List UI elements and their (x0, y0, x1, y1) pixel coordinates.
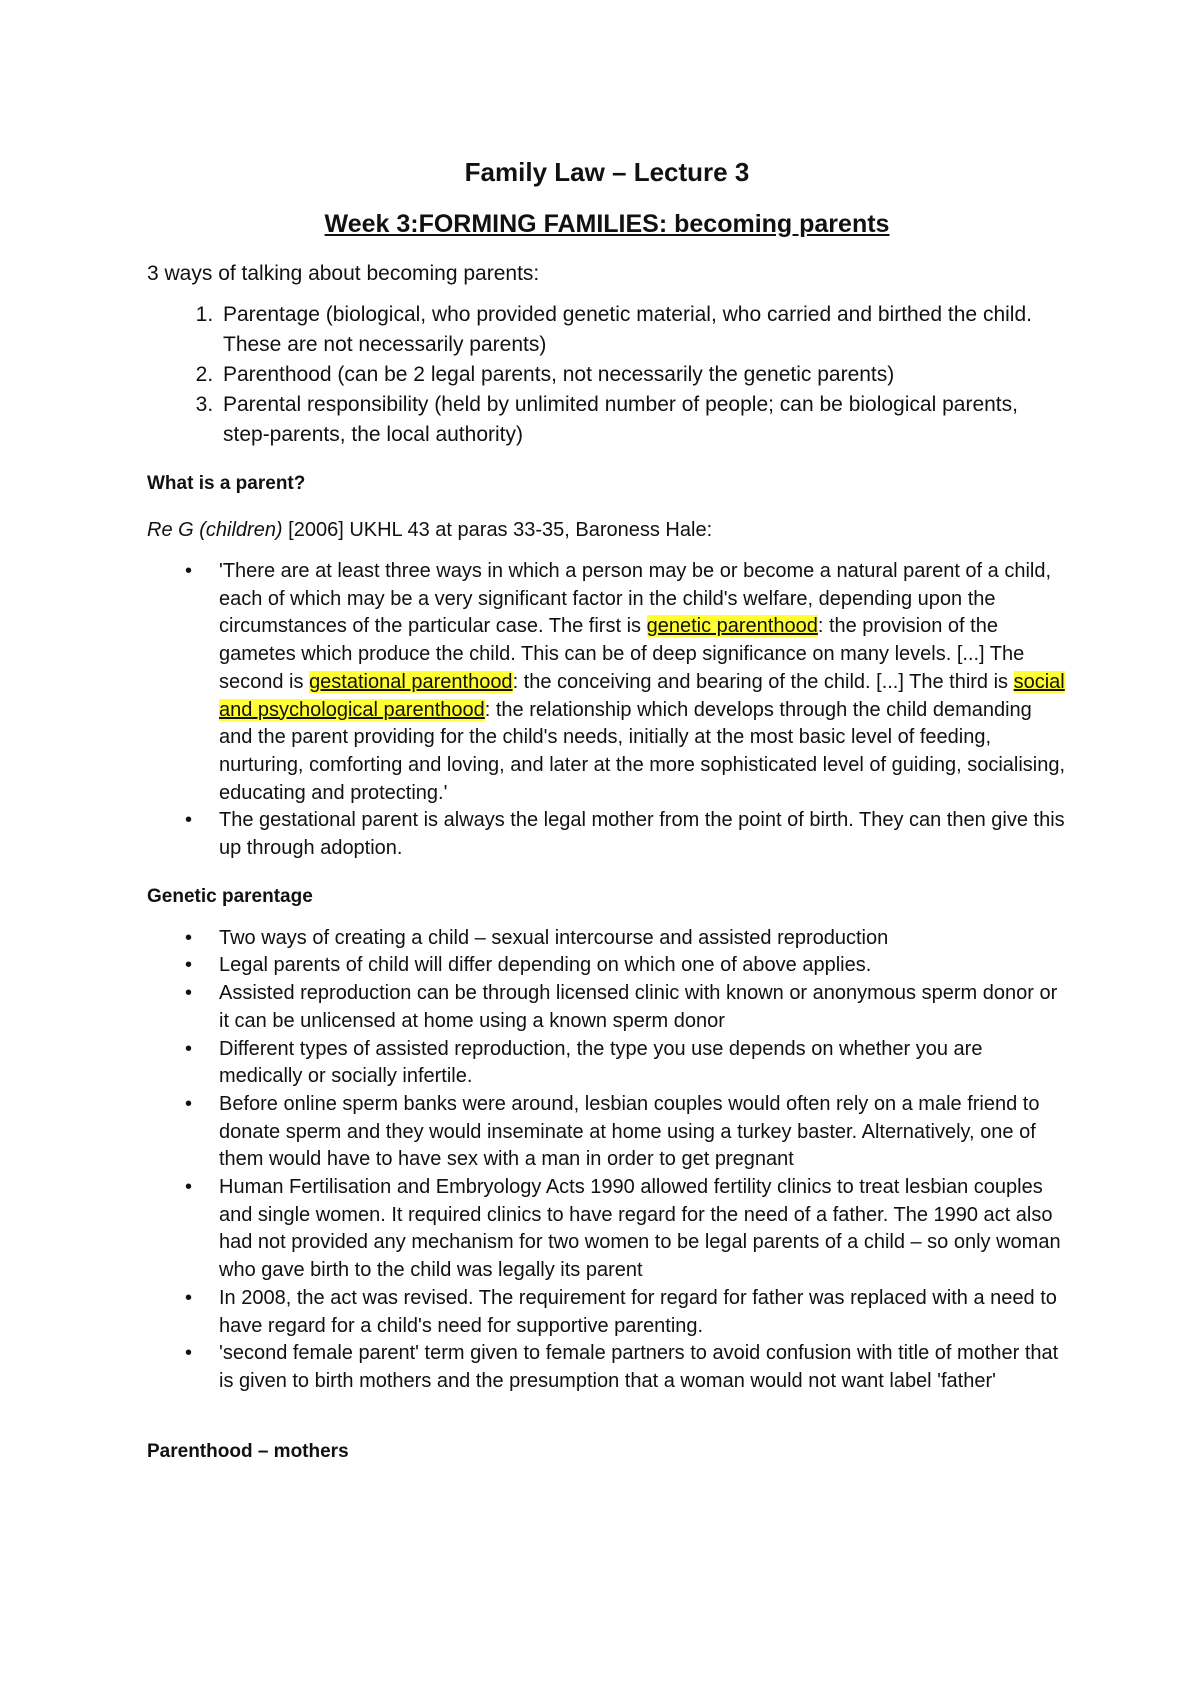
ways-list (147, 300, 1067, 450)
list-item: • In 2008, the act was revised. The requirement for regard for father was replaced with a need to have regard for a child's need for supportive parenting. (219, 1285, 1067, 1340)
list-item: • The gestational parent is always the legal mother from the point of birth. They can then give this up through adoption. (219, 807, 1067, 862)
section-heading-genetic-parentage: Genetic parentage (147, 885, 313, 907)
highlight-genetic-parenthood: genetic parenthood (646, 615, 818, 638)
section-heading-what-is-a-parent: What is a parent? (147, 473, 306, 494)
section-heading-parenthood-mothers: Parenthood – mothers (147, 1440, 349, 1462)
list-item: • Before online sperm banks were around, lesbian couples would often rely on a male friend to donate sperm and they would inseminate at home using a turkey baster. Alternatively, one of them would have to have sex with a man in order to get pregnant (219, 1091, 1067, 1174)
list-item: • Legal parents of child will differ depending on which one of above applies. (219, 952, 1067, 980)
intro-text: 3 ways of talking about becoming parents: (147, 262, 540, 285)
list-item-quote (219, 558, 1067, 807)
case-name: Re G (children) (147, 519, 283, 541)
list-item: 2. Parenthood (can be 2 legal parents, not necessarily the genetic parents) (219, 360, 1067, 390)
list-item: • Human Fertilisation and Embryology Acts 1990 allowed fertility clinics to treat lesbian couples and single women. It required clinics to have regard for the need of a father. The 1990 act also had not provided any mechanism for two women to be legal parents of a child – so only woman who gave birth to the child was legally its parent (219, 1174, 1067, 1285)
document-page (147, 150, 1067, 1466)
list-item: • Assisted reproduction can be through licensed clinic with known or anonymous sperm donor or it can be unlicensed at home using a known sperm donor (219, 980, 1067, 1035)
quote-text: : the relationship which develops through the child demanding and the parent providing for the child's needs, initially at the most basic level of feeding, nurturing, comforting and loving, and later at the more sophisticated level of guiding, socialising, educating and protecting.' (219, 698, 1066, 804)
document-subtitle: Week 3:FORMING FAMILIES: becoming parents (324, 210, 890, 238)
quote-text: : the conceiving and bearing of the child. [...] The third is (512, 670, 1014, 693)
case-reference (147, 516, 1067, 544)
quote-text: : the provision of the gametes which produce the child. This can be of deep significance on many levels. [...] The second is (219, 615, 1025, 693)
what-is-parent-list (147, 558, 1067, 863)
highlight-social-psychological-parenthood: social and psychological parenthood (219, 670, 1065, 721)
document-title: Family Law – Lecture 3 (464, 157, 750, 187)
list-item: • Different types of assisted reproduction, the type you use depends on whether you are medically or socially infertile. (219, 1036, 1067, 1091)
list-item: 1. Parentage (biological, who provided genetic material, who carried and birthed the child. These are not necessarily parents) (219, 300, 1067, 360)
list-item: • Two ways of creating a child – sexual intercourse and assisted reproduction (219, 925, 1067, 953)
highlight-gestational-parenthood: gestational parenthood (309, 670, 513, 693)
quote-text: 'There are at least three ways in which a person may be or become a natural parent of a child, each of which may be a very significant factor in the child's welfare, depending upon the circumstances of the particular case. The first is (219, 560, 1052, 638)
list-item: 3. Parental responsibility (held by unlimited number of people; can be biological parents, step-parents, the local authority) (219, 390, 1067, 450)
genetic-parentage-list (147, 925, 1067, 1396)
case-citation: [2006] UKHL 43 at paras 33-35, Baroness Hale: (282, 519, 713, 541)
list-item: • 'second female parent' term given to female partners to avoid confusion with title of mother that is given to birth mothers and the presumption that a woman would not want label 'father' (219, 1340, 1067, 1395)
